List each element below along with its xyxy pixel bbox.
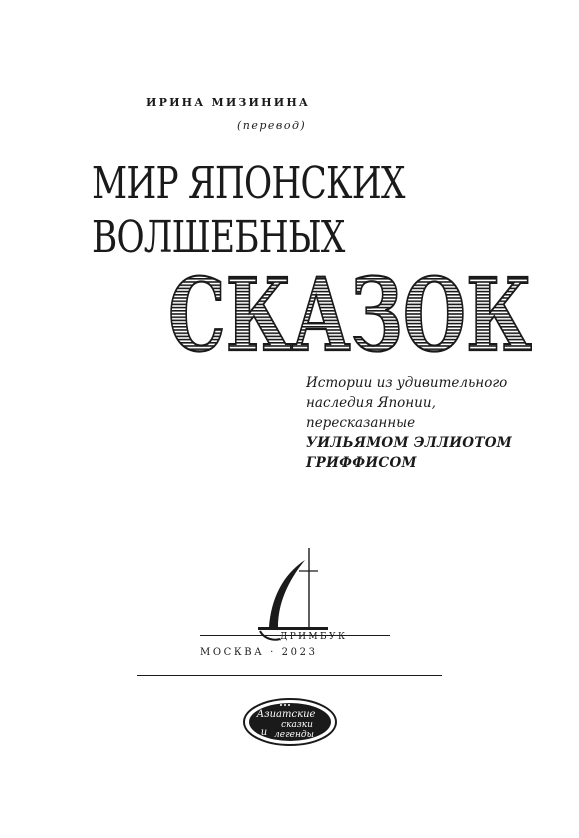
subtitle-line-2: наследия Японии, [306, 395, 436, 411]
bottom-divider [137, 675, 442, 676]
subtitle-line-1: Истории из удивительного [306, 375, 508, 391]
book-title-main-word [165, 262, 535, 362]
subtitle-line-3: пересказанные [306, 415, 416, 431]
city-and-year: МОСКВА · 2023 [200, 647, 318, 658]
book-title-line-1: МИР ЯПОНСКИХ [92, 158, 405, 209]
subtitle-block [306, 373, 512, 473]
translator-role: (перевод) [237, 119, 307, 132]
publisher-name: ДРИМБУК [280, 632, 348, 642]
oval-badge-logo [242, 697, 338, 747]
book-title-line-2: ВОЛШЕБНЫХ [92, 212, 345, 263]
book-title-line-3: СКАЗОК [168, 262, 532, 362]
series-logo-line-3: и [260, 727, 268, 738]
translator-name: ИРИНА МИЗИНИНА [146, 96, 311, 109]
author-name-line-2: ГРИФФИСОМ [306, 455, 417, 471]
series-logo-line-2: сказки [281, 720, 313, 730]
series-logo-line-4: легенды [274, 730, 314, 740]
author-name-line-1: УИЛЬЯМОМ ЭЛЛИОТОМ [306, 435, 513, 451]
series-logo-line-1: Азиатские [256, 709, 316, 720]
sail-boat-icon [250, 545, 330, 645]
